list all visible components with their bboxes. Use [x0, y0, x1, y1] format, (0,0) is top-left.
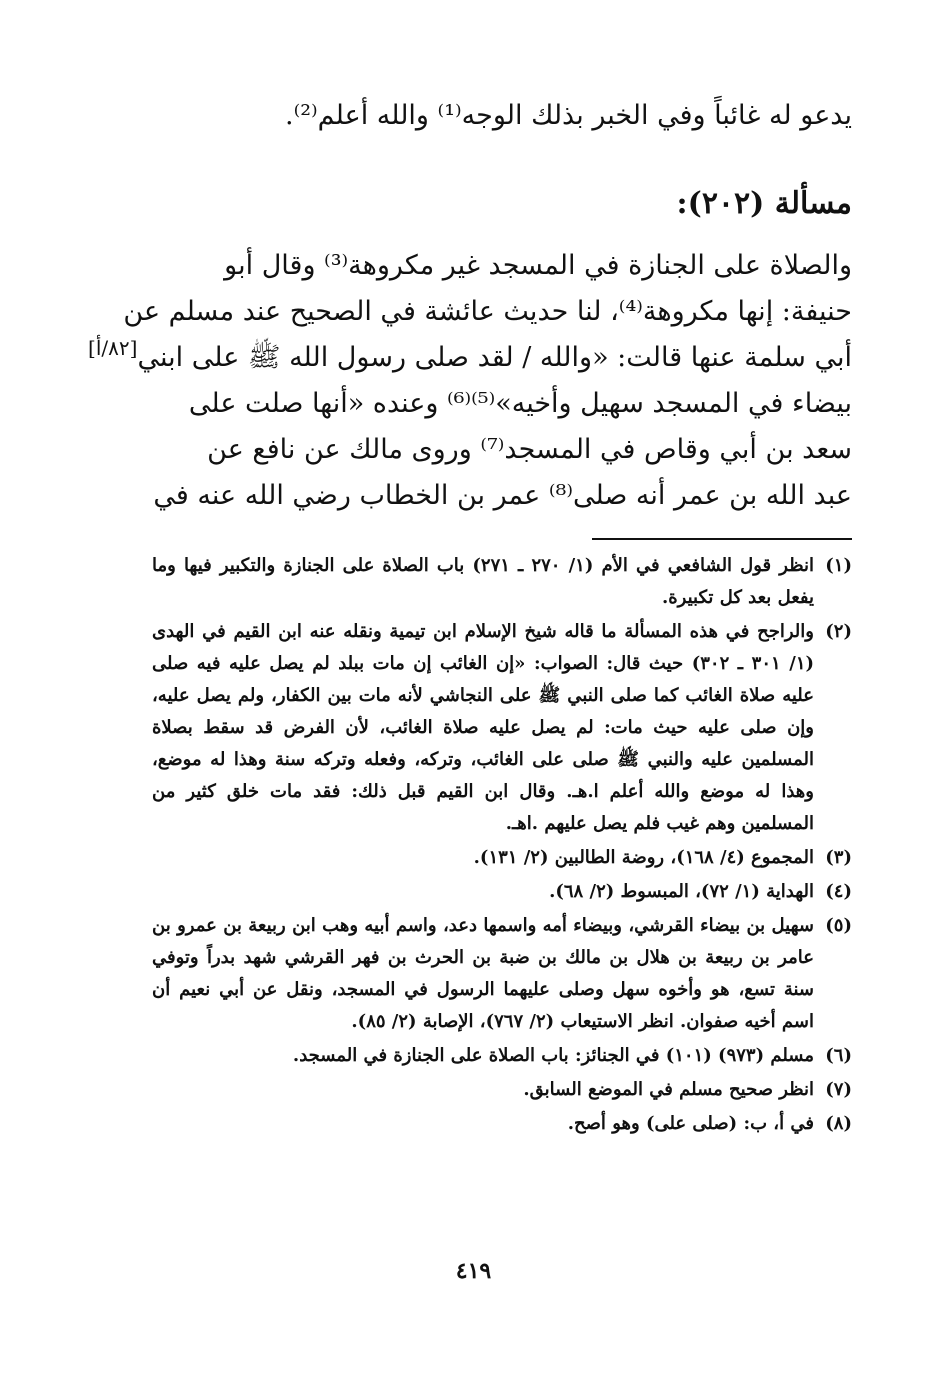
- footnote-text: المجموع (٤/ ١٦٨)، روضة الطالبين (٢/ ١٣١).: [473, 847, 814, 868]
- footnote: [152, 1040, 852, 1072]
- footnote-number: (٣): [825, 847, 852, 868]
- footnote-text: والراجح في هذه المسألة ما قاله شيخ الإسلام ابن تيمية ونقله عنه ابن القيم في الهدى (١/ ٣٠١ ـ ٣٠٢) حيث قال: الصواب: «إن الغائب إن مات ببلد لم يصل عليه فيه صلى عليه صلاة الغائب كما صلى النبي ﷺ على النجاشي لأنه مات بين الكفار، ولم يصل عليه، وإن صلى عليه حيث مات: لم يصل عليه صلاة الغائب، لأن الفرض قد سقط بصلاة المسلمين عليه والنبي ﷺ صلى على الغائب، وتركه، وفعله وتركه سنة وهذا له موضع، وهذا له موضع والله أعلم ا.هـ. وقال ابن القيم قبل ذلك: فقد مات خلق كثير من المسلمين وهم غيب فلم يصل عليهم .اهـ.: [152, 621, 815, 834]
- body-line-5: بيضاء في المسجد سهيل وأخيه»⁽⁵⁾⁽⁶⁾ وعنده «أنها صلت على: [188, 388, 852, 419]
- footnote-number: (٤): [825, 881, 852, 902]
- footnote-text: في أ، ب: (صلى على) وهو أصح.: [567, 1113, 814, 1134]
- body-line-3: حنيفة: إنها مكروهة⁽⁴⁾، لنا حديث عائشة في الصحيح عند مسلم عن: [123, 296, 852, 327]
- footnote-number: (١): [825, 555, 852, 576]
- footnote-text: سهيل بن بيضاء القرشي، وبيضاء أمه واسمها دعد، واسم أبيه وهب ابن ربيعة بن عمرو بن عامر بن ربيعة بن هلال بن مالك بن ضبة بن الحرث بن فهر القرشي شهد بدراً وتوفي سنة تسع، هو وأخوه سهل وصلى عليهما الرسول في المسجد، ونقل عن أبي نعيم أن اسم أخيه صفوان. انظر الاستيعاب (٢/ ٧٦٧)، الإصابة (٢/ ٨٥).: [152, 915, 814, 1032]
- footnote-number: (٦): [825, 1045, 852, 1066]
- footnote: [152, 910, 852, 1038]
- footnote-text: انظر صحيح مسلم في الموضع السابق.: [523, 1079, 814, 1100]
- margin-folio-note: [٨٢/أ]: [88, 336, 138, 360]
- footnote-number: (٥): [825, 915, 852, 936]
- footnote: [152, 876, 852, 908]
- footnote-text: مسلم (٩٧٣) (١٠١) في الجنائز: باب الصلاة على الجنازة في المسجد.: [292, 1045, 814, 1066]
- footnote: [152, 550, 852, 614]
- footnote: [152, 1108, 852, 1140]
- footnote: [152, 842, 852, 874]
- footnote-number: (٢): [825, 621, 852, 642]
- footnote-number: (٧): [825, 1079, 852, 1100]
- footnotes: [152, 550, 852, 1142]
- footnote-text: انظر قول الشافعي في الأم (١/ ٢٧٠ ـ ٢٧١) باب الصلاة على الجنازة والتكبير فيها وما يفعل بعد كل تكبيرة.: [152, 555, 814, 608]
- footnote-divider: [592, 538, 852, 540]
- footnote-text: الهداية (١/ ٧٢)، المبسوط (٢/ ٦٨).: [549, 881, 814, 902]
- footnote-number: (٨): [825, 1113, 852, 1134]
- page-number: ٤١٩: [455, 1258, 492, 1284]
- body-line-2: والصلاة على الجنازة في المسجد غير مكروهة⁽³⁾ وقال أبو: [224, 250, 852, 281]
- body-line-7: عبد الله بن عمر أنه صلى⁽⁸⁾ عمر بن الخطاب رضي الله عنه في: [153, 480, 852, 511]
- section-heading: مسألة (٢٠٢):: [676, 186, 852, 221]
- footnote: [152, 1074, 852, 1106]
- footnote: [152, 616, 852, 840]
- body-line-4: أبي سلمة عنها قالت: «والله / لقد صلى رسول الله ﷺ على ابني: [137, 342, 852, 373]
- body-line-1: يدعو له غائباً وفي الخبر بذلك الوجه⁽¹⁾ والله أعلم⁽²⁾.: [285, 100, 852, 131]
- body-line-6: سعد بن أبي وقاص في المسجد⁽⁷⁾ وروى مالك عن نافع عن: [207, 434, 852, 465]
